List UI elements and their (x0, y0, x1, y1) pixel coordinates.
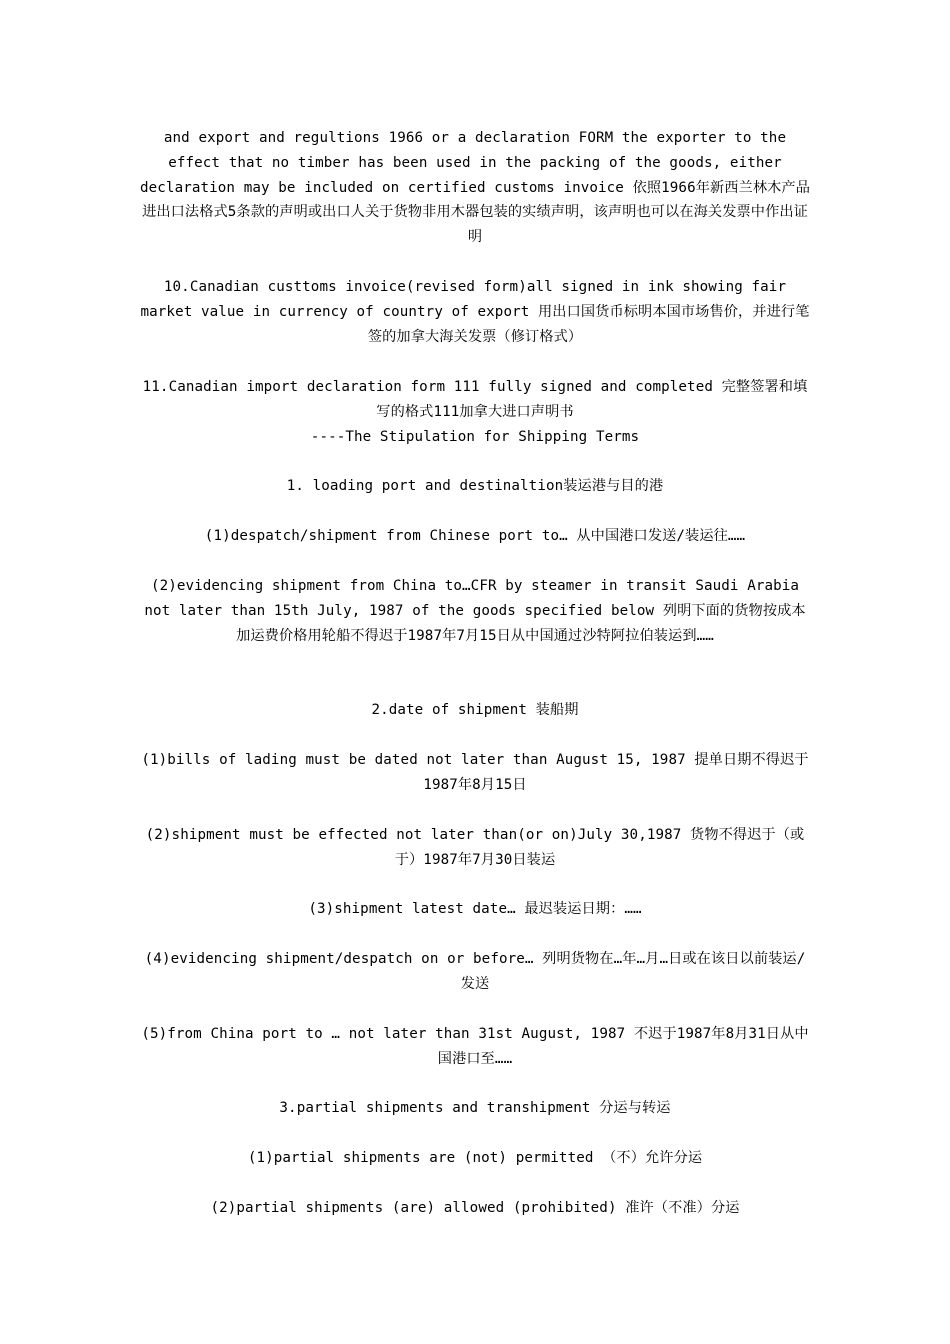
paragraph-timber-declaration: and export and regultions 1966 or a declaration FORM the exporter to the effect that no timber has been used in the packing of the goods, either declaration may be included on certified customs invoice 依照1966年新西兰林木产品进出口法格式5条款的声明或出口人关于货物非用木器包装的实绩声明，该声明也可以在海关发票中作出证明 (140, 130, 811, 246)
paragraph-item-11: 11.Canadian import declaration form 111 fully signed and completed 完整签署和填写的格式111加拿大进口声明书 (142, 379, 808, 420)
paragraph-partial-1: (1)partial shipments are (not) permitted （不）允许分运 (247, 1150, 703, 1166)
paragraph-date-4: (4)evidencing shipment/despatch on or before… 列明货物在…年…月…日或在该日以前装运/发送 (144, 951, 806, 992)
paragraph-partial-2: (2)partial shipments (are) allowed (prohibited) 准许（不准）分运 (210, 1200, 740, 1216)
heading-loading-port: 1. loading port and destinaltion装运港与目的港 (286, 478, 664, 494)
paragraph-loading-port-2: (2)evidencing shipment from China to…CFR by steamer in transit Saudi Arabia not later than 15th July, 1987 of the goods specified below 列明下面的货物按成本加运费价格用轮船不得迟于1987年7月15日从中国通过沙特阿拉伯装运到…… (144, 578, 806, 644)
section-heading-shipping-terms: ----The Stipulation for Shipping Terms (310, 429, 640, 445)
paragraph-date-2: (2)shipment must be effected not later than(or on)July 30,1987 货物不得迟于（或于）1987年7月30日装运 (145, 827, 805, 868)
paragraph-date-1: (1)bills of lading must be dated not later than August 15, 1987 提单日期不得迟于1987年8月15日 (141, 752, 809, 793)
paragraph-date-5: (5)from China port to … not later than 31st August, 1987 不迟于1987年8月31日从中国港口至…… (141, 1026, 809, 1067)
paragraph-date-3: (3)shipment latest date… 最迟装运日期：…… (308, 901, 642, 917)
heading-date-of-shipment: 2.date of shipment 装船期 (371, 702, 579, 718)
heading-partial-shipments: 3.partial shipments and transhipment 分运与转运 (279, 1100, 671, 1116)
paragraph-loading-port-1: (1)despatch/shipment from Chinese port to… 从中国港口发送/装运往…… (204, 528, 746, 544)
paragraph-item-10: 10.Canadian custtoms invoice(revised form)all signed in ink showing fair market value in currency of country of export 用出口国货币标明本国市场售价，并进行笔签的加拿大海关发票（修订格式） (140, 279, 810, 345)
